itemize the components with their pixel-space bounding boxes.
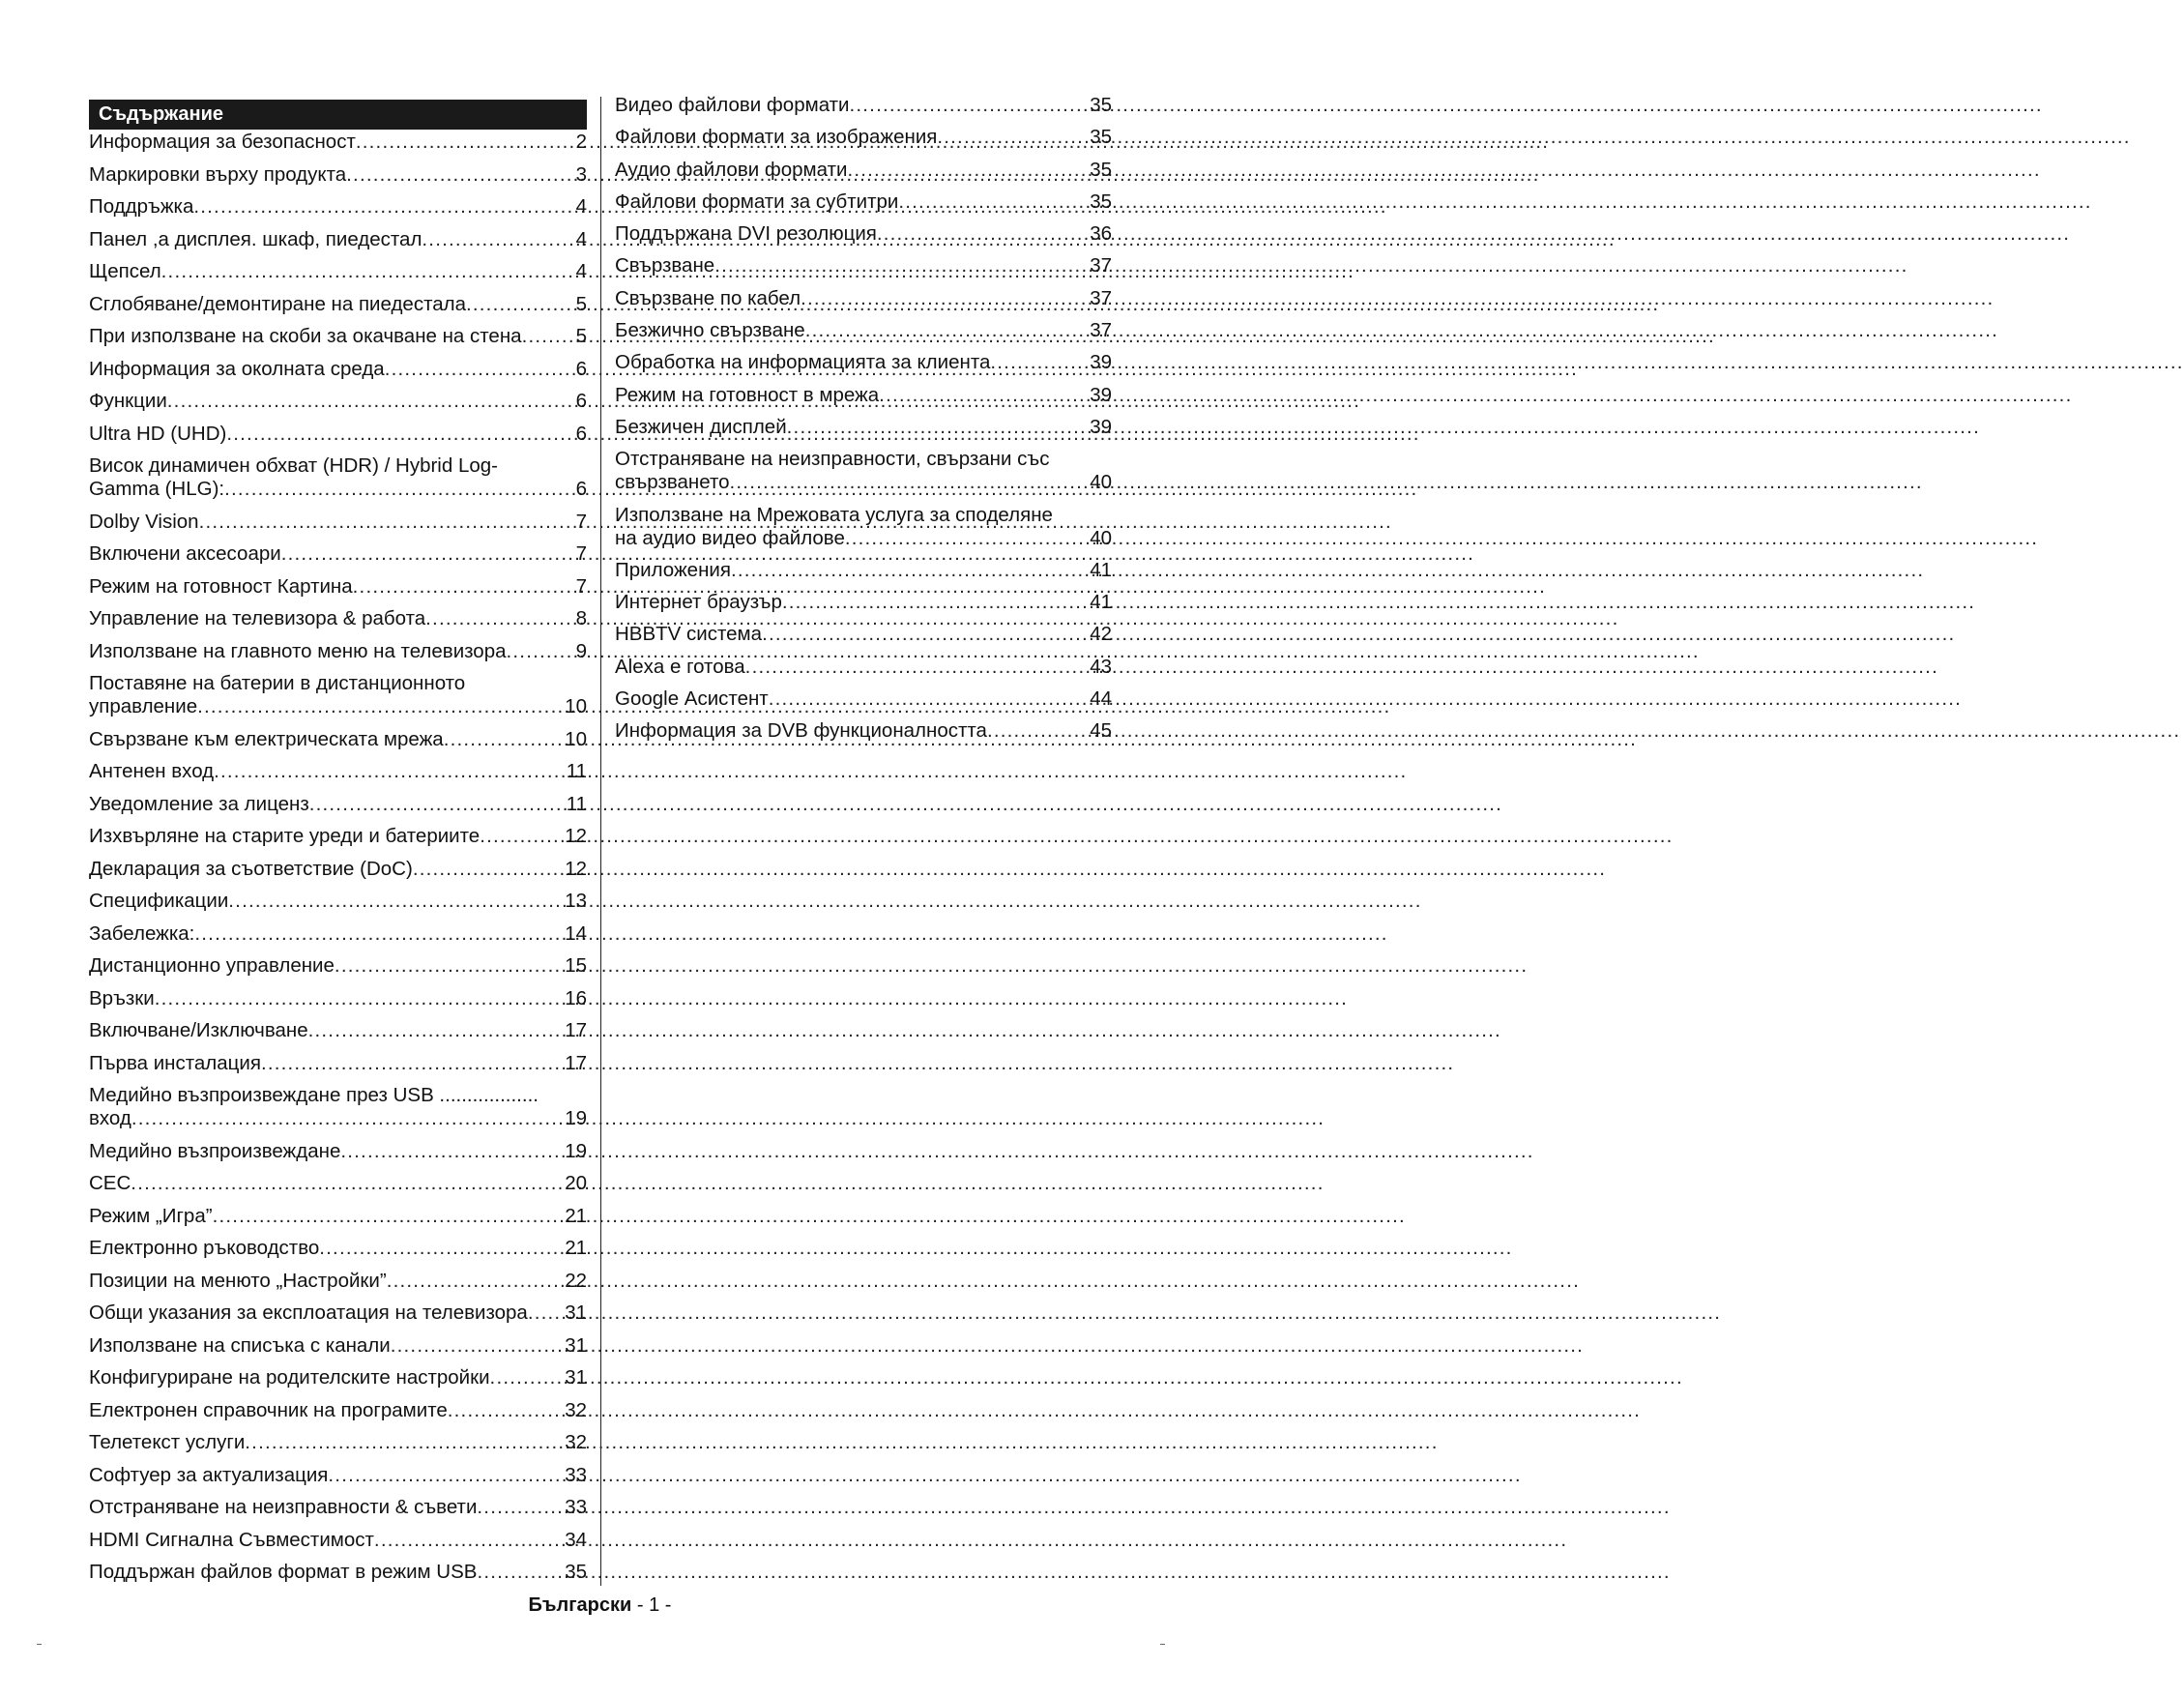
toc-entry[interactable]	[615, 159, 1112, 182]
toc-entry-page-number: 13	[565, 890, 587, 912]
toc-entry-page-number: 8	[575, 607, 587, 629]
toc-leader-dots	[226, 423, 574, 446]
toc-entry[interactable]	[89, 1334, 587, 1358]
toc-leader-dots	[850, 94, 1090, 117]
toc-left-list	[89, 131, 587, 1584]
toc-leader-dots	[805, 319, 1089, 342]
toc-entry[interactable]	[89, 325, 587, 348]
toc-entry[interactable]	[89, 672, 587, 718]
toc-entry-page-number: 33	[565, 1463, 587, 1486]
toc-entry-page-number: 19	[565, 1107, 587, 1129]
toc-entry[interactable]	[89, 640, 587, 663]
toc-leader-dots	[987, 719, 1089, 743]
toc-entry-title: Интернет браузър	[615, 591, 782, 614]
footer-language: Български	[528, 1594, 632, 1616]
toc-entry[interactable]	[89, 1172, 587, 1195]
toc-entry-title: Връзки	[89, 986, 155, 1009]
toc-entry[interactable]	[615, 384, 1112, 407]
toc-entry-title: Забележка:	[89, 921, 195, 945]
toc-entry-page-number: 32	[565, 1431, 587, 1453]
toc-entry[interactable]	[89, 1529, 587, 1552]
toc-entry-title: Електронно ръководство	[89, 1237, 320, 1259]
toc-entry-title: Информация за безопасност	[89, 131, 356, 153]
toc-entry-title: Видео файлови формати	[615, 94, 850, 116]
toc-entry[interactable]	[615, 656, 1112, 679]
toc-leader-dots	[167, 390, 575, 413]
toc-entry-title: Поддръжка	[89, 195, 194, 218]
toc-entry-page-number: 5	[575, 325, 587, 347]
toc-entry-title: Аудио файлови формати	[615, 158, 848, 181]
toc-leader-dots	[309, 793, 566, 816]
toc-entry-title: Софтуер за актуализация	[89, 1463, 329, 1486]
toc-entry-title: При използване на скоби за окачване на стена	[89, 325, 522, 347]
toc-entry-page-number: 37	[1090, 286, 1112, 309]
toc-entry-page-number: 10	[565, 727, 587, 750]
footer-page-number: - 1 -	[636, 1594, 672, 1616]
toc-leader-dots	[340, 1140, 564, 1163]
toc-entry-title: Конфигуриране на родителските настройки	[89, 1366, 490, 1389]
toc-leader-dots	[898, 190, 1089, 214]
toc-entry[interactable]	[89, 454, 587, 501]
toc-leader-dots	[845, 527, 1089, 550]
toc-entry-title: Декларация за съответствие (DoC)	[89, 857, 413, 880]
toc-entry-page-number: 7	[575, 542, 587, 565]
toc-entry-title: Електронен справочник на програмите	[89, 1398, 448, 1421]
toc-leader-dots	[714, 254, 1089, 278]
toc-leader-dots	[731, 559, 1089, 582]
toc-entry-title: Медийно възпроизвеждане	[89, 1139, 341, 1162]
toc-entry-page-number: 4	[575, 260, 587, 282]
toc-entry-page-number: 35	[1090, 94, 1112, 116]
toc-leader-dots	[490, 1366, 565, 1389]
toc-entry[interactable]	[89, 575, 587, 599]
toc-entry-title: вход	[89, 1107, 131, 1129]
toc-entry-page-number: 42	[1090, 623, 1112, 646]
toc-entry-title: Първа инсталация	[89, 1051, 261, 1074]
toc-entry-title: Използване на главното меню на телевизора	[89, 639, 507, 662]
toc-entry-page-number: 35	[565, 1561, 587, 1583]
toc-entry-page-number: 12	[565, 857, 587, 880]
toc-entry[interactable]	[89, 131, 587, 154]
toc-leader-dots	[387, 1270, 565, 1293]
page-footer	[0, 1594, 1200, 1617]
toc-entry[interactable]	[89, 1019, 587, 1042]
toc-entry[interactable]	[89, 858, 587, 881]
toc-entry-title: Ultra HD (UHD)	[89, 422, 227, 445]
toc-entry-page-number: 44	[1090, 687, 1112, 711]
toc-entry-title: Gamma (HLG):	[89, 478, 225, 500]
toc-entry-page-number: 7	[575, 510, 587, 533]
toc-entry-title: Безжичен дисплей	[615, 415, 787, 438]
toc-entry[interactable]	[89, 793, 587, 816]
toc-entry-title: Режим на готовност в мрежа	[615, 383, 880, 406]
toc-entry[interactable]	[615, 190, 1112, 214]
toc-entry-page-number: 35	[1090, 190, 1112, 213]
toc-entry-title: Безжично свързване	[615, 319, 805, 342]
toc-leader-dots	[374, 1529, 564, 1552]
toc-entry-title: Функции	[89, 390, 167, 412]
toc-entry[interactable]	[89, 1084, 587, 1130]
toc-entry[interactable]	[89, 1052, 587, 1075]
toc-entry-page-number: 31	[565, 1366, 587, 1389]
toc-entry-page-number: 3	[575, 162, 587, 186]
toc-leader-dots	[847, 159, 1089, 182]
toc-entry-page-number: 43	[1090, 655, 1112, 678]
toc-entry-title: Позиции на менюто „Настройки”	[89, 1269, 387, 1292]
toc-right-column	[615, 94, 1112, 752]
toc-entry-page-number: 21	[565, 1204, 587, 1227]
toc-entry[interactable]	[615, 623, 1112, 646]
toc-leader-dots	[762, 623, 1089, 646]
toc-entry[interactable]	[615, 416, 1112, 439]
toc-entry[interactable]	[89, 607, 587, 630]
toc-entry[interactable]	[89, 954, 587, 978]
toc-entry[interactable]	[89, 825, 587, 848]
toc-entry-page-number: 31	[565, 1301, 587, 1324]
toc-entry[interactable]	[615, 126, 1112, 149]
toc-entry-title: Приложения	[615, 558, 731, 581]
toc-leader-dots	[131, 1172, 564, 1195]
toc-entry-page-number: 39	[1090, 351, 1112, 374]
crop-mark	[37, 1644, 42, 1645]
toc-entry-title: Панел ,а дисплея. шкаф, пиедестал	[89, 227, 422, 250]
toc-entry-page-number: 36	[1090, 222, 1112, 246]
toc-entry[interactable]	[89, 228, 587, 251]
crop-mark	[1160, 1644, 1165, 1645]
toc-entry-title: Използване на списъка с канали	[89, 1333, 391, 1357]
toc-entry-page-number: 31	[565, 1333, 587, 1357]
toc-leader-dots	[937, 126, 1089, 149]
toc-entry-title: Режим „Игра”	[89, 1204, 213, 1227]
toc-entry[interactable]	[89, 728, 587, 751]
toc-entry[interactable]	[89, 1237, 587, 1260]
toc-entry-page-number: 4	[575, 227, 587, 250]
toc-entry-page-number: 9	[575, 639, 587, 662]
toc-leader-dots	[477, 1496, 564, 1519]
toc-entry[interactable]	[89, 293, 587, 316]
toc-leader-dots	[477, 1561, 564, 1584]
toc-entry-page-number: 12	[565, 825, 587, 847]
toc-entry[interactable]	[615, 287, 1112, 310]
toc-entry[interactable]	[89, 922, 587, 946]
toc-entry-title: Свързване	[615, 254, 715, 278]
toc-entry[interactable]	[89, 423, 587, 446]
toc-entry-page-number: 7	[575, 574, 587, 598]
toc-entry[interactable]	[615, 448, 1112, 494]
toc-entry[interactable]	[615, 222, 1112, 246]
toc-entry-page-number: 40	[1090, 526, 1112, 549]
toc-entry-page-number: 6	[575, 422, 587, 445]
toc-entry-title: Информация за околната среда	[89, 357, 385, 380]
toc-entry-title: Отстраняване на неизправности & съвети	[89, 1496, 478, 1518]
toc-entry-page-number: 5	[575, 292, 587, 315]
toc-entry-page-number: 6	[575, 390, 587, 412]
toc-entry[interactable]	[89, 1270, 587, 1293]
toc-leader-dots	[522, 325, 575, 348]
toc-entry-page-number: 6	[575, 357, 587, 380]
toc-entry-page-number: 35	[1090, 158, 1112, 181]
toc-entry[interactable]	[615, 687, 1112, 711]
toc-entry-title: Включване/Изключване	[89, 1019, 308, 1041]
toc-leader-dots	[528, 1301, 564, 1325]
toc-entry[interactable]	[615, 719, 1112, 743]
toc-leader-dots	[155, 987, 564, 1010]
toc-leader-dots	[745, 656, 1090, 679]
toc-entry-title: Дистанционно управление	[89, 954, 335, 977]
toc-entry-page-number: 16	[565, 986, 587, 1009]
toc-entry[interactable]	[89, 1399, 587, 1422]
toc-title: Съдържание	[89, 100, 587, 130]
toc-entry-title-line1: Поставяне на батерии в дистанционното	[89, 672, 466, 694]
toc-leader-dots	[425, 607, 574, 630]
toc-leader-dots	[391, 1334, 564, 1358]
toc-leader-dots	[328, 1464, 564, 1487]
toc-entry-title: Уведомление за лиценз	[89, 792, 309, 815]
toc-entry[interactable]	[89, 163, 587, 187]
toc-entry-page-number: 19	[565, 1139, 587, 1162]
toc-leader-dots	[161, 260, 575, 283]
toc-entry-page-number: 10	[565, 695, 587, 717]
toc-entry-title-line1: Медийно възпроизвеждане през USB ..................	[89, 1084, 539, 1106]
column-divider	[600, 97, 601, 1586]
toc-entry-title: Свързване по кабел	[615, 286, 801, 309]
toc-entry[interactable]	[89, 1366, 587, 1389]
toc-leader-dots	[413, 858, 564, 881]
toc-entry-title: Изхвърляне на старите уреди и батериите	[89, 825, 480, 847]
toc-leader-dots	[213, 1205, 565, 1228]
toc-entry-title: Маркировки върху продукта	[89, 162, 347, 186]
toc-entry[interactable]	[89, 511, 587, 534]
toc-entry[interactable]	[615, 254, 1112, 278]
toc-entry-page-number: 6	[575, 478, 587, 500]
toc-entry-page-number: 20	[565, 1172, 587, 1194]
toc-entry[interactable]	[89, 1561, 587, 1584]
toc-entry-title: Поддържан файлов формат в режим USB	[89, 1561, 478, 1583]
toc-left-column	[89, 94, 587, 1594]
toc-entry-page-number: 41	[1090, 558, 1112, 581]
toc-leader-dots	[480, 825, 564, 848]
toc-entry-page-number: 11	[566, 760, 587, 782]
toc-leader-dots	[782, 591, 1089, 614]
toc-entry-title: Общи указания за експлоатация на телевизора	[89, 1301, 528, 1324]
toc-leader-dots	[353, 575, 575, 599]
toc-entry[interactable]	[615, 319, 1112, 342]
toc-entry-title: Антенен вход	[89, 760, 215, 782]
toc-entry-title: Телетекст услуги	[89, 1431, 246, 1453]
toc-entry-title: Dolby Vision	[89, 510, 199, 533]
toc-entry-title: CEC	[89, 1172, 131, 1194]
toc-entry[interactable]	[89, 260, 587, 283]
toc-entry-title: Google Асистент	[615, 687, 769, 711]
toc-entry-page-number: 15	[565, 954, 587, 977]
toc-entry-title: Управление на телевизора & работа	[89, 607, 426, 629]
toc-leader-dots	[385, 358, 575, 381]
toc-leader-dots	[801, 287, 1089, 310]
toc-entry[interactable]	[89, 760, 587, 783]
toc-entry-title: Файлови формати за субтитри	[615, 190, 899, 213]
toc-leader-dots	[356, 131, 575, 154]
toc-entry-title: Alexa е готова	[615, 655, 745, 678]
toc-entry-page-number: 41	[1090, 591, 1112, 614]
toc-entry-page-number: 37	[1090, 319, 1112, 342]
toc-entry[interactable]	[615, 591, 1112, 614]
toc-entry[interactable]	[89, 390, 587, 413]
toc-entry[interactable]	[615, 559, 1112, 582]
toc-entry[interactable]	[89, 1301, 587, 1325]
toc-entry-page-number: 45	[1090, 719, 1112, 743]
toc-leader-dots	[346, 163, 574, 187]
toc-leader-dots	[193, 195, 574, 219]
toc-entry-title: Сглобяване/демонтиране на пиедестала	[89, 292, 466, 315]
toc-entry[interactable]	[89, 1140, 587, 1163]
toc-entry[interactable]	[615, 94, 1112, 117]
toc-entry-title-line1: Отстраняване на неизправности, свързани със	[615, 448, 1050, 471]
toc-entry-title: Щепсел	[89, 260, 161, 282]
toc-entry-page-number: 14	[565, 921, 587, 945]
toc-leader-dots	[281, 542, 575, 566]
toc-leader-dots	[308, 1019, 565, 1042]
toc-leader-dots	[730, 471, 1090, 494]
toc-entry[interactable]	[615, 351, 1112, 374]
toc-entry[interactable]	[89, 195, 587, 219]
toc-entry-title: управление	[89, 695, 198, 717]
toc-leader-dots	[990, 351, 1089, 374]
toc-entry[interactable]	[89, 358, 587, 381]
toc-leader-dots	[335, 954, 564, 978]
toc-entry[interactable]	[89, 542, 587, 566]
toc-leader-dots	[228, 890, 564, 913]
toc-entry-page-number: 37	[1090, 254, 1112, 278]
toc-entry-page-number: 39	[1090, 383, 1112, 406]
toc-leader-dots	[444, 728, 564, 751]
toc-leader-dots	[466, 293, 575, 316]
toc-entry[interactable]	[89, 1464, 587, 1487]
toc-entry-title: Включени аксесоари	[89, 542, 281, 565]
toc-leader-dots	[131, 1107, 564, 1130]
toc-entry-title: HBBTV система	[615, 623, 763, 646]
toc-entry-page-number: 40	[1090, 471, 1112, 494]
toc-entry-page-number: 34	[565, 1528, 587, 1551]
toc-leader-dots	[787, 416, 1090, 439]
toc-entry-title: Свързване към електрическата мрежа	[89, 727, 444, 750]
toc-leader-dots	[448, 1399, 564, 1422]
toc-leader-dots	[877, 222, 1089, 246]
toc-entry-title: Файлови формати за изображения	[615, 126, 938, 149]
toc-entry[interactable]	[89, 987, 587, 1010]
toc-entry-title: Обработка на информацията за клиента	[615, 351, 991, 374]
toc-entry-title: Поддържана DVI резолюция	[615, 222, 877, 246]
toc-leader-dots	[879, 384, 1089, 407]
toc-entry[interactable]	[89, 1496, 587, 1519]
toc-entry-page-number: 35	[1090, 126, 1112, 149]
toc-leader-dots	[422, 228, 574, 251]
toc-entry-title-line1: Използване на Мрежовата услуга за споделяне	[615, 503, 1053, 526]
toc-leader-dots	[261, 1052, 564, 1075]
toc-entry-title: Информация за DVB функционалността	[615, 719, 987, 743]
toc-entry[interactable]	[89, 1205, 587, 1228]
toc-entry[interactable]	[615, 504, 1112, 550]
toc-entry[interactable]	[89, 1431, 587, 1454]
toc-entry-title: на аудио видео файлове	[615, 526, 845, 549]
toc-leader-dots	[199, 511, 575, 534]
toc-entry-page-number: 39	[1090, 415, 1112, 438]
toc-entry-page-number: 33	[565, 1496, 587, 1518]
toc-entry-title-line1: Висок динамичен обхват (HDR) / Hybrid Log-	[89, 454, 498, 477]
toc-leader-dots	[194, 922, 564, 946]
toc-entry-title: HDMI Сигнална Съвместимост	[89, 1528, 374, 1551]
toc-leader-dots	[197, 695, 564, 718]
toc-entry-title: Режим на готовност Картина	[89, 574, 353, 598]
toc-entry-page-number: 21	[565, 1237, 587, 1259]
toc-entry[interactable]	[89, 890, 587, 913]
toc-leader-dots	[507, 640, 575, 663]
toc-right-list	[615, 94, 1112, 743]
toc-entry-page-number: 11	[566, 792, 587, 815]
toc-leader-dots	[769, 687, 1089, 711]
toc-entry-page-number: 22	[565, 1269, 587, 1292]
toc-entry-page-number: 32	[565, 1398, 587, 1421]
toc-entry-page-number: 17	[565, 1019, 587, 1041]
toc-entry-title: Спецификации	[89, 890, 229, 912]
toc-leader-dots	[319, 1237, 564, 1260]
toc-leader-dots	[214, 760, 566, 783]
toc-entry-page-number: 17	[565, 1051, 587, 1074]
toc-entry-page-number: 4	[575, 195, 587, 218]
toc-entry-page-number: 2	[575, 131, 587, 153]
toc-entry-title: свързването	[615, 471, 730, 494]
toc-leader-dots	[245, 1431, 564, 1454]
toc-leader-dots	[224, 478, 574, 501]
